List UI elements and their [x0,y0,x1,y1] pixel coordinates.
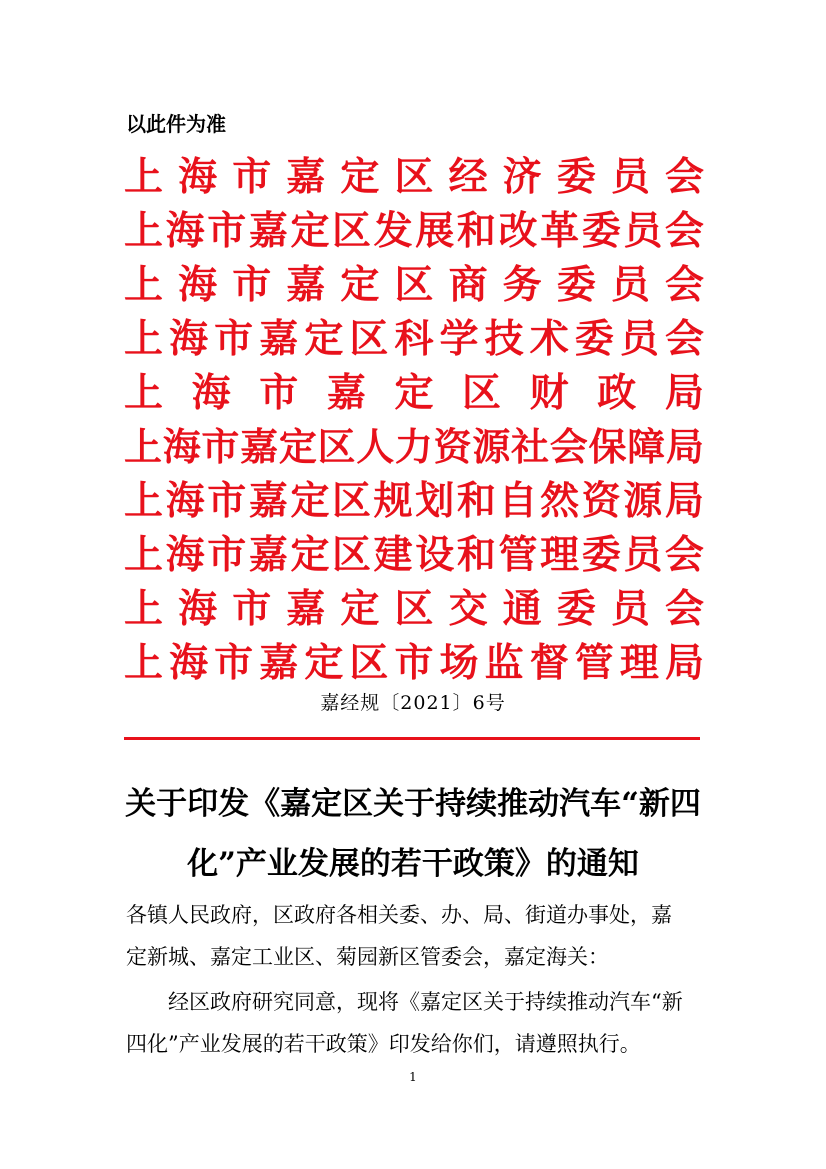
agency-char: 区 [394,262,434,308]
agency-char: 市 [232,262,272,308]
agency-line [124,528,704,582]
agency-char: 资 [581,478,621,524]
agency-char: 嘉 [286,154,326,200]
agency-char: 海 [178,262,218,308]
agency-char: 上 [124,586,164,632]
stamp-note: 以此件为准 [126,112,226,136]
agency-char: 市 [214,316,254,362]
agency-char: 改 [498,208,538,254]
agency-char: 嘉 [286,262,326,308]
agency-char: 员 [610,586,650,632]
agency-char: 然 [540,478,580,524]
agency-char: 局 [664,370,704,416]
agency-char: 会 [664,208,704,254]
agency-char: 技 [484,316,524,362]
body-paragraph-line-2: 四化”产业发展的若干政策》印发给你们，请遵照执行。 [126,1032,641,1056]
agency-char: 嘉 [248,208,288,254]
agency-char: 政 [597,370,637,416]
agency-line [124,420,704,474]
agency-char: 区 [462,370,502,416]
agency-char: 区 [332,532,372,578]
agency-char: 市 [207,208,247,254]
agency-char: 会 [664,586,704,632]
agency-char: 会 [664,532,704,578]
agency-char: 委 [581,532,621,578]
agency-char: 嘉 [286,586,326,632]
agency-char: 区 [332,208,372,254]
agency-char: 嘉 [326,370,366,416]
agency-char: 建 [373,532,413,578]
agency-char: 委 [556,262,596,308]
agency-char: 会 [664,262,704,308]
agency-char: 和 [456,478,496,524]
agency-char: 设 [415,532,455,578]
agency-char: 委 [556,154,596,200]
agency-char: 海 [169,316,209,362]
agency-char: 定 [304,640,344,686]
agency-char: 源 [623,478,663,524]
agency-char: 定 [394,370,434,416]
agency-char: 定 [290,208,330,254]
agency-char: 区 [332,478,372,524]
agency-char: 革 [540,208,580,254]
agency-char: 局 [664,640,704,686]
document-number: 嘉经规〔2021〕6号 [320,692,506,714]
agency-char: 市 [214,640,254,686]
agency-char: 委 [574,316,614,362]
agency-char: 和 [456,532,496,578]
agency-line [124,474,704,528]
agency-char: 区 [349,640,389,686]
agency-char: 市 [259,370,299,416]
agency-char: 理 [619,640,659,686]
agency-char: 委 [581,208,621,254]
agency-char: 上 [124,640,164,686]
agency-char: 海 [162,424,201,469]
addressee-line-2: 定新城、嘉定工业区、菊园新区管委会，嘉定海关： [126,945,609,969]
agency-char: 市 [232,154,272,200]
agency-char: 展 [415,208,455,254]
agency-char: 和 [456,208,496,254]
agency-char: 管 [574,640,614,686]
agency-char: 市 [207,478,247,524]
agency-char: 济 [502,154,542,200]
agency-line [124,366,704,420]
agency-char: 海 [165,478,205,524]
agency-char: 海 [191,370,231,416]
agency-char: 嘉 [240,424,279,469]
agency-char: 通 [502,586,542,632]
agency-char: 海 [165,532,205,578]
agency-char: 委 [556,586,596,632]
agency-char: 人 [356,424,395,469]
agency-char: 资 [433,424,472,469]
agency-char: 员 [610,154,650,200]
agency-char: 区 [394,154,434,200]
agency-char: 局 [664,478,704,524]
agency-char: 规 [373,478,413,524]
agency-char: 员 [623,208,663,254]
agency-char: 术 [529,316,569,362]
agency-char: 商 [448,262,488,308]
agency-char: 嘉 [259,316,299,362]
agency-char: 上 [124,424,163,469]
agency-char: 上 [124,370,164,416]
agency-char: 自 [498,478,538,524]
agency-char: 定 [290,478,330,524]
document-title-line-2: 化”产业发展的若干政策》的通知 [187,846,639,882]
document-title-line-1: 关于印发《嘉定区关于持续推动汽车“新四 [125,786,701,822]
agency-line [124,258,704,312]
body-paragraph-line-1: 经区政府研究同意，现将《嘉定区关于持续推动汽车“新 [168,990,683,1014]
agency-line [124,636,704,690]
agency-char: 督 [529,640,569,686]
agency-char: 定 [278,424,317,469]
agency-char: 发 [373,208,413,254]
agency-char: 保 [588,424,627,469]
agency-line [124,204,704,258]
agency-char: 海 [165,208,205,254]
agency-char: 学 [439,316,479,362]
agency-line [124,312,704,366]
agency-char: 源 [472,424,511,469]
agency-char: 嘉 [259,640,299,686]
agency-char: 管 [498,532,538,578]
agency-char: 划 [415,478,455,524]
agency-char: 定 [304,316,344,362]
agency-char: 上 [124,262,164,308]
agency-char: 海 [178,154,218,200]
agency-char: 员 [619,316,659,362]
red-divider [124,737,700,740]
agency-char: 区 [394,586,434,632]
agency-char: 障 [627,424,666,469]
agency-char: 局 [665,424,704,469]
agency-char: 会 [664,316,704,362]
agency-char: 上 [124,478,164,524]
agency-char: 经 [448,154,488,200]
agency-char: 定 [340,586,380,632]
agency-char: 科 [394,316,434,362]
agency-char: 市 [394,640,434,686]
agency-char: 场 [439,640,479,686]
agency-char: 财 [529,370,569,416]
agency-char: 区 [349,316,389,362]
agency-char: 社 [511,424,550,469]
agency-char: 嘉 [248,478,288,524]
agency-line [124,582,704,636]
agency-char: 定 [340,262,380,308]
agency-char: 员 [623,532,663,578]
issuing-agencies [124,150,704,690]
agency-char: 上 [124,532,164,578]
agency-char: 定 [340,154,380,200]
addressee-line-1: 各镇人民政府，区政府各相关委、办、局、街道办事处，嘉 [126,903,672,927]
agency-char: 市 [207,532,247,578]
agency-char: 会 [664,154,704,200]
agency-char: 海 [169,640,209,686]
agency-char: 嘉 [248,532,288,578]
agency-char: 上 [124,208,164,254]
agency-char: 市 [232,586,272,632]
agency-char: 会 [549,424,588,469]
agency-char: 务 [502,262,542,308]
agency-char: 力 [394,424,433,469]
agency-char: 员 [610,262,650,308]
agency-line [124,150,704,204]
agency-char: 区 [317,424,356,469]
agency-char: 交 [448,586,488,632]
agency-char: 定 [290,532,330,578]
agency-char: 上 [124,316,164,362]
agency-char: 上 [124,154,164,200]
agency-char: 监 [484,640,524,686]
agency-char: 理 [540,532,580,578]
agency-char: 市 [201,424,240,469]
page-number: 1 [409,1070,417,1084]
agency-char: 海 [178,586,218,632]
